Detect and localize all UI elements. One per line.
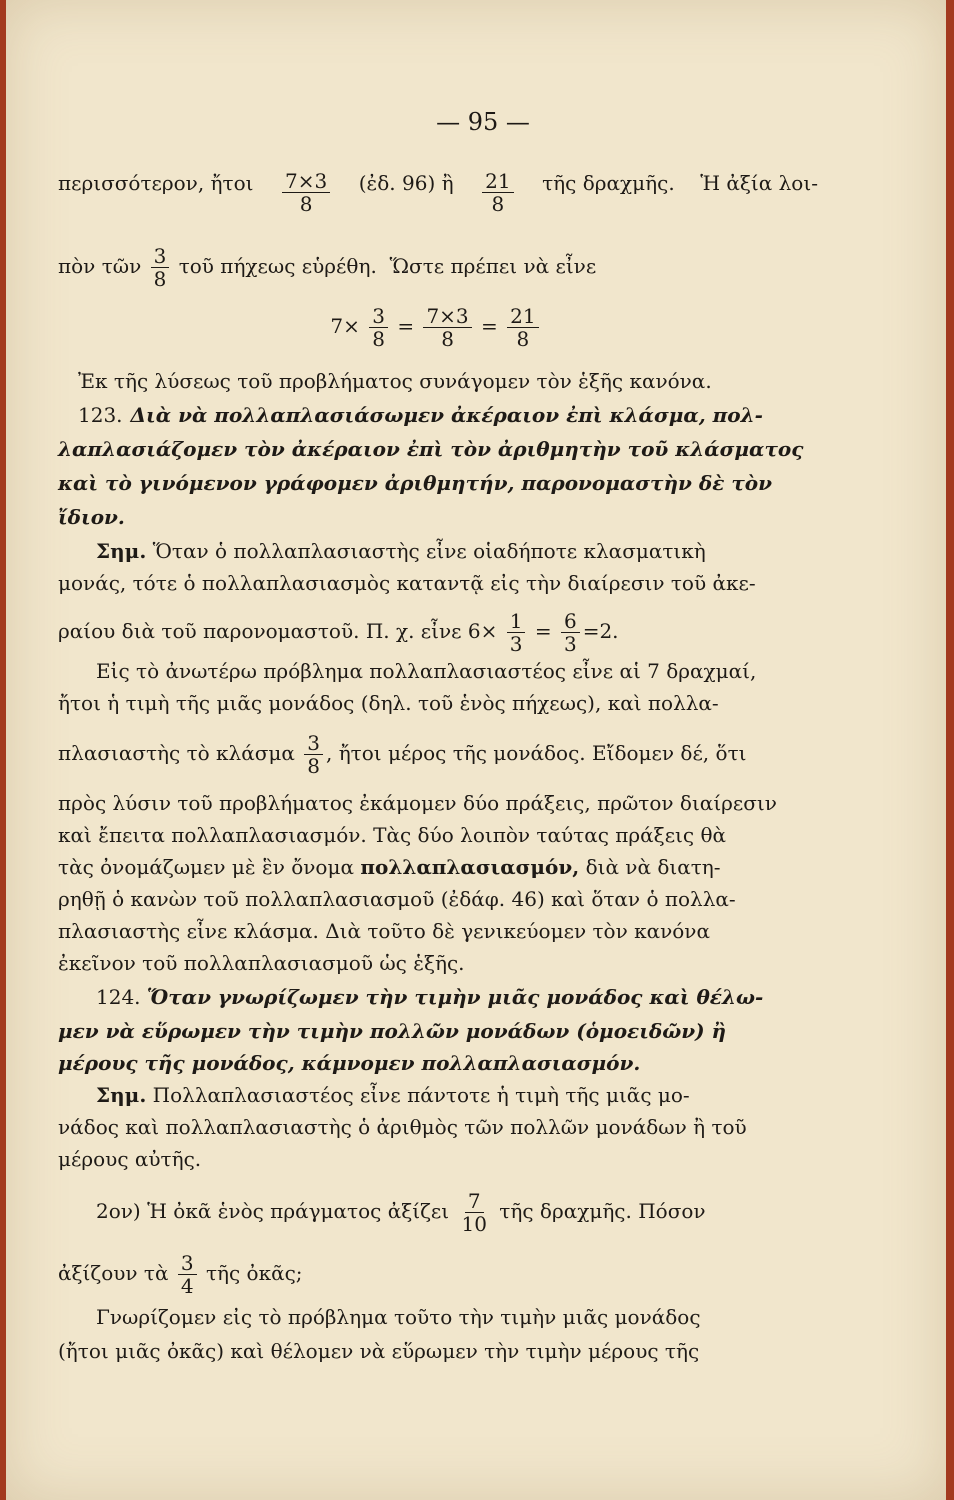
- note-2-line-1: Σημ. Πολλαπλασιαστέος εἶνε πάντοτε ἡ τιμὴ τῆς μιᾶς μο-: [96, 1083, 690, 1107]
- para-2-line-3: πλασιαστὴς τὸ κλάσμα $\frac{3}{8}$ , ἤτοι μέρος τῆς μονάδος. Εἴδομεν δέ, ὅτι: [58, 731, 747, 778]
- problem-2-line-2: ἀξίζουν τὰ $\frac{3}{4}$ τῆς ὀκᾶς;: [58, 1251, 303, 1298]
- para-2-line-5: καὶ ἔπειτα πολλαπλασιασμόν. Τὰς δύο λοιπὸν ταύτας πράξεις θὰ: [58, 823, 726, 847]
- para-2-line-6: τὰς ὀνομάζωμεν μὲ ἓν ὄνομα πολλαπλασιασμόν, διὰ νὰ διατη-: [58, 855, 721, 879]
- equation-1: 7× $\frac{3}{8}$ = $\frac{7\times 3}{8}$ = $\frac{21}{8}$: [6, 305, 866, 350]
- para-2-line-9: ἐκεῖνον τοῦ πολλαπλασιασμοῦ ὡς ἑξῆς.: [58, 951, 465, 975]
- rule-123-line-3: καὶ τὸ γινόμενον γράφομεν ἀριθμητήν, παρονομαστὴν δὲ τὸν: [58, 471, 773, 495]
- para-2-line-7: ρηθῇ ὁ κανὼν τοῦ πολλαπλασιασμοῦ (ἐδάφ. 46) καὶ ὅταν ὁ πολλα-: [58, 887, 736, 911]
- note-1-line-3: ραίου διὰ τοῦ παρονομαστοῦ. Π. χ. εἶνε 6× $\frac{1}{3}$ = $\frac{6}{3}$ =2.: [58, 609, 619, 656]
- text-line-1: περισσότερον, ἤτοι $\frac{7\times 3}{8}$ (ἐδ. 96) ἢ $\frac{21}{8}$ τῆς δραχμῆς. Ἡ ἀξία λοι-: [58, 169, 818, 216]
- para-2-line-1: Εἰς τὸ ἀνωτέρω πρόβλημα πολλαπλασιαστέος εἶνε αἱ 7 δραχμαί,: [96, 659, 757, 683]
- para-2-line-8: πλασιαστὴς εἶνε κλάσμα. Διὰ τοῦτο δὲ γενικεύομεν τὸν κανόνα: [58, 919, 710, 943]
- rule-124-line-1: 124. Ὅταν γνωρίζωμεν τὴν τιμὴν μιᾶς μονάδος καὶ θέλω-: [96, 985, 764, 1009]
- rule-123-line-1: 123. Διὰ νὰ πολλαπλασιάσωμεν ἀκέραιον ἐπὶ κλάσμα, πολ-: [78, 403, 763, 427]
- text-line-3: Ἐκ τῆς λύσεως τοῦ προβλήματος συνάγομεν τὸν ἑξῆς κανόνα.: [78, 369, 712, 393]
- fraction-21-8: $\frac{21}{8}$: [482, 170, 513, 215]
- para-2-line-2: ἤτοι ἡ τιμὴ τῆς μιᾶς μονάδος (δηλ. τοῦ ἑνὸς πήχεως), καὶ πολλα-: [58, 691, 719, 715]
- final-line-1: Γνωρίζομεν εἰς τὸ πρόβλημα τοῦτο τὴν τιμὴν μιᾶς μονάδος: [96, 1305, 701, 1329]
- rule-124-line-3: μέρους τῆς μονάδος, κάμνομεν πολλαπλασιασμόν.: [58, 1051, 641, 1075]
- note-2-line-2: νάδος καὶ πολλαπλασιαστὴς ὁ ἀριθμὸς τῶν πολλῶν μονάδων ἢ τοῦ: [58, 1115, 747, 1139]
- fraction-3-8: $\frac{3}{8}$: [151, 245, 170, 290]
- problem-2-line-1: 2ον) Ἡ ὀκᾶ ἑνὸς πράγματος ἀξίζει $\frac{7}{10}$ τῆς δραχμῆς. Πόσον: [96, 1189, 706, 1236]
- note-1-line-2: μονάς, τότε ὁ πολλαπλασιασμὸς καταντᾷ εἰς τὴν διαίρεσιν τοῦ ἀκε-: [58, 571, 756, 595]
- note-1-line-1: Σημ. Ὅταν ὁ πολλαπλασιαστὴς εἶνε οἱαδήποτε κλασματικὴ: [96, 539, 706, 563]
- note-2-line-3: μέρους αὐτῆς.: [58, 1147, 202, 1171]
- final-line-2: (ἤτοι μιᾶς ὀκᾶς) καὶ θέλομεν νὰ εὕρωμεν τὴν τιμὴν μέρους τῆς: [58, 1339, 700, 1363]
- rule-124-line-2: μεν νὰ εὕρωμεν τὴν τιμὴν πολλῶν μονάδων (ὁμοειδῶν) ἢ: [58, 1019, 727, 1043]
- fraction-7x3-8: $\frac{7\times 3}{8}$: [282, 170, 330, 215]
- book-page: [6, 0, 946, 1500]
- para-2-line-4: πρὸς λύσιν τοῦ προβλήματος ἐκάμομεν δύο πράξεις, πρῶτον διαίρεσιν: [58, 791, 777, 815]
- text-line-2: πὸν τῶν $\frac{3}{8}$ τοῦ πήχεως εὑρέθη. Ὥστε πρέπει νὰ εἶνε: [58, 244, 597, 291]
- rule-123-line-2: λαπλασιάζομεν τὸν ἀκέραιον ἐπὶ τὸν ἀριθμητὴν τοῦ κλάσματος: [58, 437, 804, 461]
- rule-123-line-4: ἴδιον.: [58, 505, 125, 529]
- page-number: — 95 —: [436, 108, 530, 136]
